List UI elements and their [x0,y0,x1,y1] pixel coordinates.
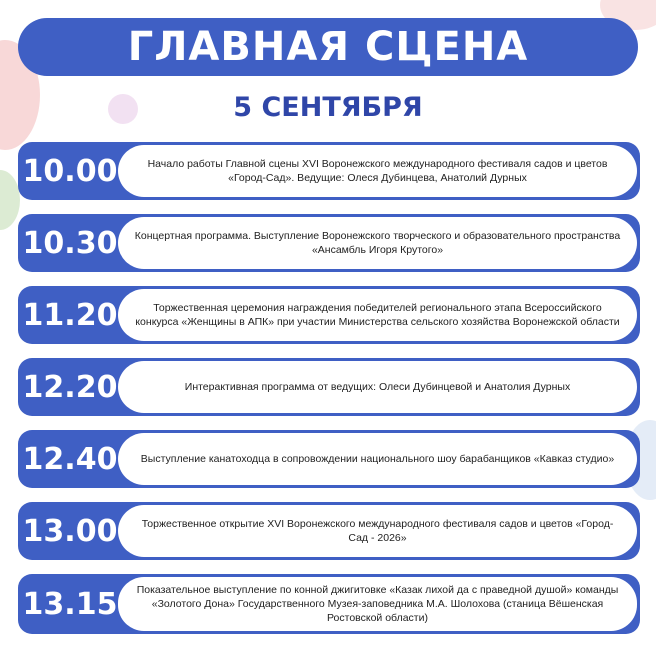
schedule-description: Концертная программа. Выступление Воронежского творческого и образовательного пространства «Ансамбль Игоря Крутого» [118,217,637,269]
floral-decoration-left-middle [0,170,20,230]
schedule-time: 12.40 [22,441,118,477]
title-banner [18,18,638,76]
schedule-description: Интерактивная программа от ведущих: Олеси Дубинцевой и Анатолия Дурных [118,361,637,413]
schedule-row [18,214,640,272]
schedule-description: Начало работы Главной сцены XVI Воронежского международного фестиваля садов и цветов «Город-Сад». Ведущие: Олеся Дубинцева, Анатолий Дурных [118,145,637,197]
schedule-time: 12.20 [22,369,118,405]
schedule-description: Выступление канатоходца в сопровождении национального шоу барабанщиков «Кавказ студио» [118,433,637,485]
schedule-time: 11.20 [22,297,118,333]
schedule-time: 13.00 [22,513,118,549]
schedule-time: 10.00 [22,153,118,189]
schedule-row [18,430,640,488]
schedule-description: Показательное выступление по конной джигитовке «Казак лихой да с праведной душой» команды «Золотого Дона» Государственного Музея-заповедника М.А. Шолохова (станица Вёшенская Ростовской области) [118,577,637,631]
schedule-time: 13.15 [22,586,118,622]
page-title: ГЛАВНАЯ СЦЕНА [127,24,529,70]
schedule-row [18,358,640,416]
schedule-row [18,286,640,344]
schedule-row [18,502,640,560]
schedule-row [18,574,640,634]
schedule-description: Торжественная церемония награждения победителей регионального этапа Всероссийского конкурса «Женщины в АПК» при участии Министерства сельского хозяйства Воронежской области [118,289,637,341]
schedule-time: 10.30 [22,225,118,261]
schedule-row [18,142,640,200]
event-date: 5 СЕНТЯБРЯ [233,92,423,123]
schedule-description: Торжественное открытие XVI Воронежского международного фестиваля садов и цветов «Город-Сад - 2026» [118,505,637,557]
